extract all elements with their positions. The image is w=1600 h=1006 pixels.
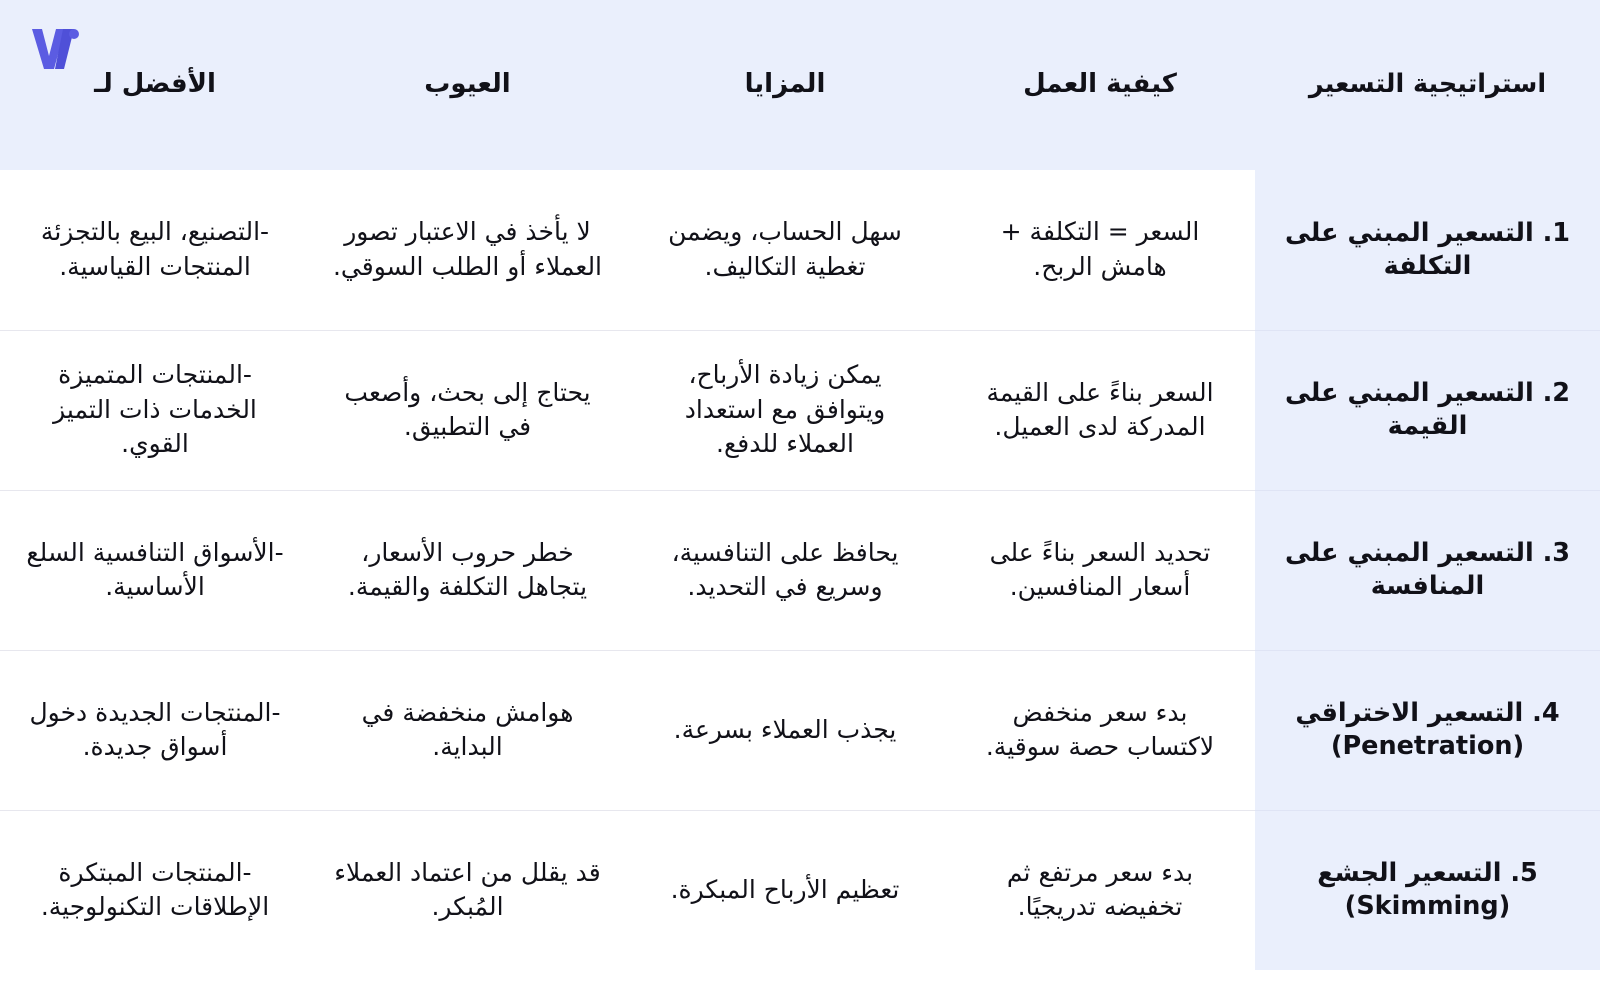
pros-text: سهل الحساب، ويضمن تغطية التكاليف. xyxy=(668,217,902,281)
table-row xyxy=(0,330,1600,490)
cell-best-for xyxy=(0,490,310,650)
cell-how-it-works xyxy=(945,650,1255,810)
cell-best-for xyxy=(0,330,310,490)
strategy-label: 4. التسعير الاختراقي (Penetration) xyxy=(1295,697,1560,761)
how-it-works-text: السعر بناءً على القيمة المدركة لدى العميل. xyxy=(986,377,1214,441)
best-for-text: -المنتجات الجديدة دخول أسواق جديدة. xyxy=(29,697,281,761)
cell-cons xyxy=(310,490,625,650)
cell-best-for xyxy=(0,170,310,330)
table-header-row xyxy=(0,0,1600,170)
best-for-text: -التصنيع، البيع بالتجزئة المنتجات القياسية. xyxy=(40,217,270,281)
how-it-works-text: بدء سعر منخفض لاكتساب حصة سوقية. xyxy=(985,697,1215,761)
cell-how-it-works xyxy=(945,810,1255,970)
table-row xyxy=(0,650,1600,810)
cell-strategy xyxy=(1255,170,1600,330)
column-header-how-it-works: كيفية العمل xyxy=(1023,69,1177,100)
strategy-label: 2. التسعير المبني على القيمة xyxy=(1284,377,1571,441)
cons-text: قد يقلل من اعتماد العملاء المُبكر. xyxy=(334,857,601,922)
strategy-label: 3. التسعير المبني على المنافسة xyxy=(1284,537,1571,601)
cell-how-it-works xyxy=(945,170,1255,330)
column-header-strategy: استراتيجية التسعير xyxy=(1308,69,1547,100)
column-header-cons: العيوب xyxy=(424,69,511,100)
cell-best-for xyxy=(0,650,310,810)
column-header-best-for: الأفضل لـ xyxy=(94,69,216,100)
cons-text: خطر حروب الأسعار، يتجاهل التكلفة والقيمة. xyxy=(347,537,588,601)
best-for-text: -المنتجات المتميزة الخدمات ذات التميز القوي. xyxy=(53,360,257,459)
cell-strategy xyxy=(1255,490,1600,650)
cell-strategy xyxy=(1255,810,1600,970)
cell-best-for xyxy=(0,810,310,970)
table-head xyxy=(0,0,1600,170)
pros-text: يمكن زيادة الأرباح، ويتوافق مع استعداد العملاء للدفع. xyxy=(684,360,886,459)
pros-text: يحافظ على التنافسية، وسريع في التحديد. xyxy=(671,537,899,601)
how-it-works-text: السعر = التكلفة + هامش الربح. xyxy=(1000,217,1200,281)
cell-pros xyxy=(625,650,945,810)
table-row xyxy=(0,810,1600,970)
cons-text: يحتاج إلى بحث، وأصعب في التطبيق. xyxy=(344,377,591,441)
strategy-label: 1. التسعير المبني على التكلفة xyxy=(1284,217,1571,281)
how-it-works-text: تحديد السعر بناءً على أسعار المنافسين. xyxy=(989,537,1211,601)
strategy-label: 5. التسعير الجشع (Skimming) xyxy=(1317,858,1538,922)
table-row xyxy=(0,490,1600,650)
best-for-text: -المنتجات المبتكرة الإطلاقات التكنولوجية. xyxy=(40,857,270,922)
table-row xyxy=(0,170,1600,330)
best-for-text: -الأسواق التنافسية السلع الأساسية. xyxy=(26,537,284,601)
cell-pros xyxy=(625,490,945,650)
cons-text: لا يأخذ في الاعتبار تصور العملاء أو الطلب السوقي. xyxy=(332,217,603,281)
cell-pros xyxy=(625,330,945,490)
cell-cons xyxy=(310,650,625,810)
pros-text: يجذب العملاء بسرعة. xyxy=(673,714,897,744)
table-body xyxy=(0,170,1600,970)
cell-how-it-works xyxy=(945,490,1255,650)
how-it-works-text: بدء سعر مرتفع ثم تخفيضه تدريجيًا. xyxy=(1006,857,1194,922)
cell-strategy xyxy=(1255,330,1600,490)
cell-strategy xyxy=(1255,650,1600,810)
column-header-pros: المزايا xyxy=(744,69,826,100)
cell-how-it-works xyxy=(945,330,1255,490)
cell-cons xyxy=(310,810,625,970)
cons-text: هوامش منخفضة في البداية. xyxy=(361,697,574,761)
pros-text: تعظيم الأرباح المبكرة. xyxy=(670,875,900,904)
cell-cons xyxy=(310,170,625,330)
cell-pros xyxy=(625,810,945,970)
cell-cons xyxy=(310,330,625,490)
cell-pros xyxy=(625,170,945,330)
